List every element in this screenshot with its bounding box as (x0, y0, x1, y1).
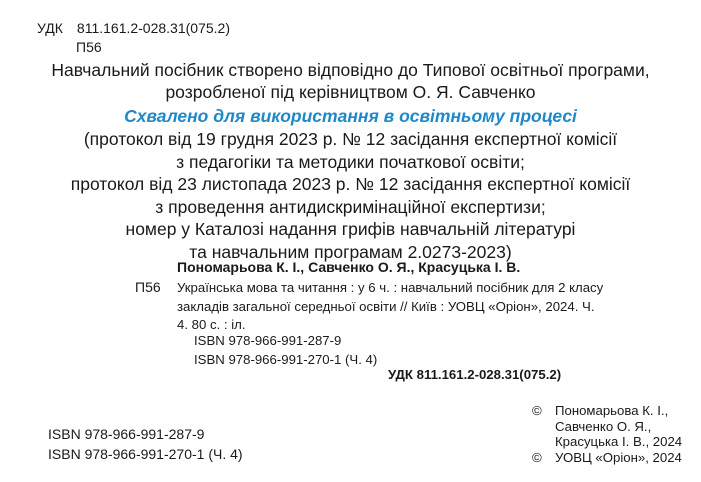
protocol-line-1: (протокол від 19 грудня 2023 р. № 12 засідання експертної комісії (83, 129, 618, 149)
copyright-author-1: Пономарьова К. І., (555, 403, 669, 418)
catalog-isbn-2: ISBN 978-966-991-270-1 (Ч. 4) (194, 351, 378, 367)
protocol-line-6: та навчальним програмам 2.0273-2023) (189, 241, 512, 262)
protocol-line-3: протокол від 23 листопада 2023 р. № 12 засідання експертної комісії (70, 174, 631, 195)
copyright-symbol-1: © (532, 403, 542, 418)
catalog-udk: УДК 811.161.2-028.31(075.2) (388, 367, 562, 382)
catalog-isbn (194, 332, 377, 369)
index-code-top: П56 (76, 39, 102, 55)
bottom-isbn-1: ISBN 978-966-991-287-9 (48, 426, 205, 442)
copyright-symbol-2: © (532, 449, 542, 465)
catalog-authors: Пономарьова К. І., Савченко О. Я., Красуцька І. В. (177, 259, 521, 275)
intro-line-1: Навчальний посібник створено відповідно до Типової освітньої програми, (51, 60, 650, 80)
protocol-line-2: з педагогіки та методики початкової освіти; (176, 151, 525, 172)
udk-code: 811.161.2-028.31(075.2) (76, 20, 230, 36)
protocol-block (0, 128, 701, 264)
copyright-author-3: Красуцька І. В., 2024 (555, 434, 683, 449)
protocol-line-4: з проведення антидискримінаційної експертизи; (155, 196, 546, 217)
udk-header (37, 20, 230, 36)
intro-line-2: розробленої під керівництвом О. Я. Савченко (165, 82, 536, 102)
copyright-publisher: УОВЦ «Оріон», 2024 (555, 449, 682, 465)
copyright-block (532, 403, 682, 465)
udk-label: УДК (37, 20, 63, 36)
catalog-index: П56 (135, 279, 161, 295)
catalog-description: Українська мова та читання : у 6 ч. : навчальний посібник для 2 класу закладів загальної середньої освіти // Київ : УОВЦ «Оріон», 2024. Ч. 4. 80 с. : іл. (177, 280, 604, 333)
approved-heading: Схвалено для використання в освітньому процесі (124, 106, 577, 126)
bottom-isbn (48, 424, 243, 464)
intro-statement (0, 59, 701, 103)
protocol-line-5: номер у Каталозі надання грифів навчальній літературі (125, 219, 576, 240)
catalog-isbn-1: ISBN 978-966-991-287-9 (194, 333, 342, 348)
bottom-isbn-2: ISBN 978-966-991-270-1 (Ч. 4) (48, 446, 243, 462)
copyright-author-2: Савченко О. Я., (555, 418, 652, 434)
